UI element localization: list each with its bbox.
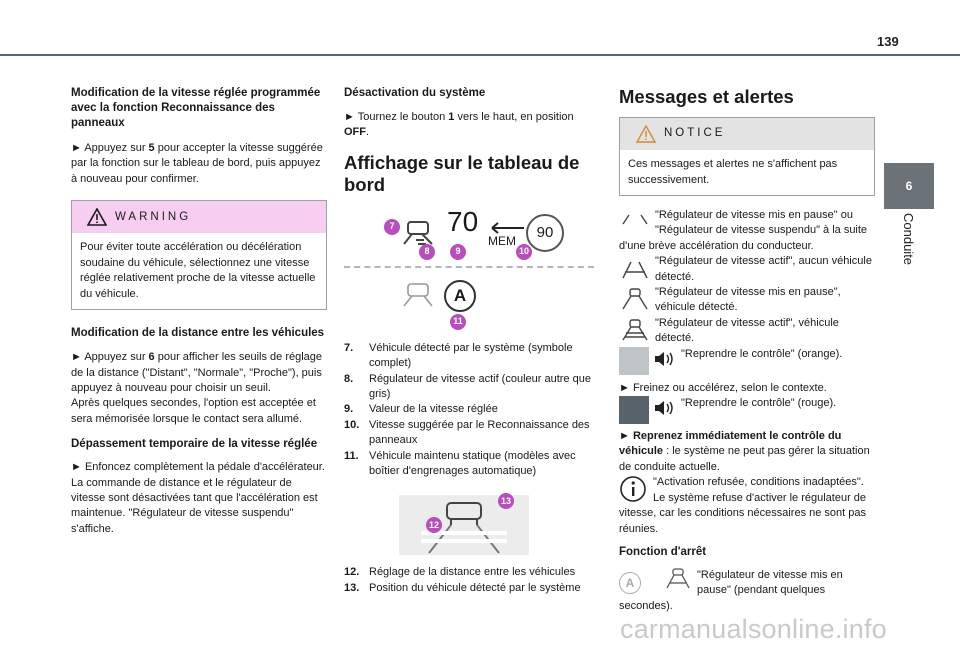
legend-list-2 (344, 565, 599, 596)
callout-badge: 9 (450, 244, 466, 260)
list-item: 9. Valeur de la vitesse réglée (344, 403, 498, 416)
heading-deactivation: Désactivation du système (344, 87, 486, 99)
mem-label: MEM (488, 233, 516, 248)
vehicle-detected-icon (400, 218, 440, 248)
info-icon (619, 475, 647, 503)
paragraph: ► Freinez ou accélérez, selon le contexte. (619, 381, 827, 394)
paragraph: ► Enfoncez complètement la pédale d'accélérateur. La commande de distance et le régulateur de vitesse sont désactivées tant que l'accélération est maintenue. "Régulateur de vitesse suspendu" s'affiche. (71, 461, 325, 535)
list-item: 11. Véhicule maintenu statique (modèles avec boîtier d'engrenages automatique) (344, 449, 576, 478)
section-label: Conduite (901, 213, 916, 266)
callout-badge: 8 (419, 244, 435, 260)
list-item: 8. Régulateur de vitesse actif (couleur autre que gris) (344, 372, 591, 401)
message-item: A "Régulateur de vitesse mis en pause" (pendant quelques secondes). (619, 568, 843, 612)
speed-sign: 90 (526, 214, 564, 252)
notice-title: NOTICE (664, 127, 726, 140)
column-2 (344, 86, 599, 596)
cruise-active-icon (619, 256, 651, 282)
paragraph: ► Appuyez sur 5 pour accepter la vitesse suggérée par la fonction sur le tableau de bord, puis appuyez à nouveau pour confirmer. (71, 142, 323, 185)
vehicle-paused-icon (619, 287, 651, 313)
list-item: 12. Réglage de la distance entre les véhicules (344, 566, 576, 579)
message-item: "Reprendre le contrôle" (rouge). (619, 396, 875, 426)
callout-badge: 11 (450, 314, 466, 330)
paragraph: ► Tournez le bouton 1 vers le haut, en position OFF. (344, 111, 574, 139)
dashed-separator (344, 266, 594, 268)
sound-icon (653, 399, 675, 417)
heading-messages: Messages et alertes (619, 86, 794, 107)
warning-title: WARNING (115, 210, 192, 223)
column-3 (619, 86, 875, 614)
takeover-orange-icon (619, 347, 649, 375)
list-item: 10. Vitesse suggérée par le Reconnaissance des panneaux (344, 418, 590, 447)
message-item: "Régulateur de vitesse actif", aucun véhicule détecté. (619, 254, 875, 285)
warning-icon (87, 208, 107, 226)
takeover-red-icon (619, 396, 649, 424)
vehicle-outline-icon (400, 280, 436, 308)
heading-speed-modification: Modification de la vitesse réglée programmée avec la fonction Reconnaissance des panneaux (71, 87, 321, 129)
paragraph: Après quelques secondes, l'option est acceptée et sera mémorisée lorsque le contact sera allumé. (71, 397, 316, 425)
paragraph: ► Appuyez sur 6 pour afficher les seuils de réglage de la distance ("Distant", "Normale", "Proche"), puis appuyez à nouveau pour choisir un seuil. (71, 351, 323, 395)
message-item: "Régulateur de vitesse actif", véhicule détecté. (619, 316, 875, 347)
message-item: "Activation refusée, conditions inadaptées". Le système refuse d'activer le régulateur de vitesse, car les conditions nécessaires ne sont pas réunies. (619, 476, 867, 535)
warning-header (72, 201, 326, 233)
page-number: 139 (877, 34, 899, 49)
message-list (619, 208, 875, 614)
section-tab[interactable]: 6 (884, 163, 934, 209)
message-item: "Reprendre le contrôle" (orange). (619, 347, 875, 377)
cruise-paused-icon (663, 568, 693, 590)
callout-badge: 10 (516, 244, 532, 260)
notice-header (620, 118, 874, 150)
notice-text: Ces messages et alertes ne s'affichent pas successivement. (628, 158, 838, 186)
column-1 (71, 86, 327, 537)
notice-icon (636, 125, 656, 143)
callout-badge: 7 (384, 219, 400, 235)
set-speed-value: 70 (447, 205, 479, 237)
paragraph: ► Reprenez immédiatement le contrôle du véhicule : le système ne peut pas gérer la situation de conduite actuelle. (619, 430, 870, 473)
notice-box (619, 117, 875, 196)
heading-distance: Modification de la distance entre les véhicules (71, 327, 325, 340)
list-item: 13. Position du véhicule détecté par le système (344, 581, 581, 594)
legend-list-1 (344, 341, 599, 480)
watermark: carmanualsonline.info (620, 614, 887, 644)
dashboard-illustration (344, 204, 599, 332)
message-item: "Régulateur de vitesse mis en pause" ou "Régulateur de vitesse suspendu" à la suite d'une brève accélération du conducteur. (619, 209, 868, 252)
arrow-left-icon (490, 222, 526, 234)
heading-stop-function: Fonction d'arrêt (619, 545, 707, 558)
auto-hold-icon: A (444, 280, 476, 312)
distance-illustration (344, 489, 599, 559)
vehicle-active-icon (619, 318, 651, 344)
callout-badge: 13 (498, 493, 514, 509)
list-item: 7. Véhicule détecté par le système (symbole complet) (344, 341, 573, 370)
sound-icon (653, 350, 675, 368)
warning-text: Pour éviter toute accélération ou décélération soudaine du véhicule, sélectionnez une vitesse réglée relativement proche de la vitesse actuelle du véhicule. (80, 241, 316, 300)
lane-paused-icon (619, 212, 651, 226)
message-item: "Régulateur de vitesse mis en pause", véhicule détecté. (619, 285, 875, 316)
header-rule (0, 54, 960, 56)
warning-box (71, 200, 327, 310)
auto-hold-grey-icon: A (619, 572, 641, 594)
heading-dashboard-display: Affichage sur le tableau de bord (344, 151, 580, 195)
callout-badge: 12 (426, 517, 442, 533)
heading-override: Dépassement temporaire de la vitesse réglée (71, 438, 318, 451)
